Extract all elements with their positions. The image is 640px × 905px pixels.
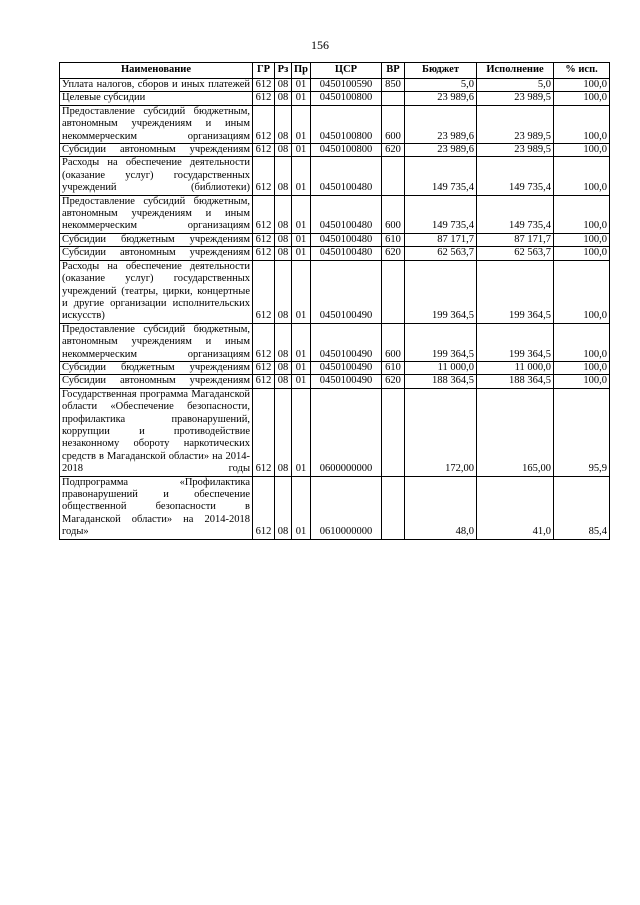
row-percent: 100,0 xyxy=(554,92,610,105)
column-header-name: Наименование xyxy=(60,63,253,79)
row-name: Субсидии бюджетным учреждениям xyxy=(60,361,253,374)
row-pr: 01 xyxy=(292,105,311,143)
row-execution: 23 989,5 xyxy=(477,144,554,157)
row-csr: 0450100480 xyxy=(311,195,382,233)
row-execution: 62 563,7 xyxy=(477,247,554,260)
row-budget: 149 735,4 xyxy=(405,195,477,233)
table-row xyxy=(60,79,610,92)
row-rz: 08 xyxy=(275,247,292,260)
row-percent: 100,0 xyxy=(554,105,610,143)
row-gr: 612 xyxy=(253,195,275,233)
row-budget: 87 171,7 xyxy=(405,233,477,246)
row-pr: 01 xyxy=(292,247,311,260)
row-vr: 620 xyxy=(382,247,405,260)
row-gr: 612 xyxy=(253,375,275,388)
row-rz: 08 xyxy=(275,260,292,323)
row-budget: 62 563,7 xyxy=(405,247,477,260)
row-execution: 11 000,0 xyxy=(477,361,554,374)
row-csr: 0450100490 xyxy=(311,323,382,361)
row-gr: 612 xyxy=(253,79,275,92)
row-percent: 100,0 xyxy=(554,157,610,195)
row-percent: 100,0 xyxy=(554,375,610,388)
row-csr: 0450100800 xyxy=(311,144,382,157)
row-csr: 0450100480 xyxy=(311,247,382,260)
table-row xyxy=(60,375,610,388)
row-csr: 0450100490 xyxy=(311,375,382,388)
row-budget: 5,0 xyxy=(405,79,477,92)
row-csr: 0450100480 xyxy=(311,157,382,195)
table-row xyxy=(60,92,610,105)
row-budget: 23 989,6 xyxy=(405,92,477,105)
row-execution: 165,00 xyxy=(477,388,554,476)
row-percent: 100,0 xyxy=(554,361,610,374)
column-header-percent: % исп. xyxy=(554,63,610,79)
row-percent: 95,9 xyxy=(554,388,610,476)
row-rz: 08 xyxy=(275,105,292,143)
row-budget: 11 000,0 xyxy=(405,361,477,374)
page-number: 156 xyxy=(311,38,329,52)
row-name: Целевые субсидии xyxy=(60,92,253,105)
row-rz: 08 xyxy=(275,233,292,246)
column-header-pr: Пр xyxy=(292,63,311,79)
row-percent: 85,4 xyxy=(554,476,610,539)
row-budget: 199 364,5 xyxy=(405,323,477,361)
row-rz: 08 xyxy=(275,79,292,92)
row-execution: 199 364,5 xyxy=(477,260,554,323)
row-percent: 100,0 xyxy=(554,195,610,233)
table-row xyxy=(60,157,610,195)
row-budget: 48,0 xyxy=(405,476,477,539)
row-vr: 610 xyxy=(382,361,405,374)
row-vr xyxy=(382,157,405,195)
row-gr: 612 xyxy=(253,105,275,143)
row-gr: 612 xyxy=(253,157,275,195)
row-name: Уплата налогов, сборов и иных платежей xyxy=(60,79,253,92)
table-row xyxy=(60,388,610,476)
row-percent: 100,0 xyxy=(554,260,610,323)
row-vr: 600 xyxy=(382,323,405,361)
row-rz: 08 xyxy=(275,195,292,233)
row-rz: 08 xyxy=(275,476,292,539)
column-header-budget: Бюджет xyxy=(405,63,477,79)
table-row xyxy=(60,361,610,374)
row-pr: 01 xyxy=(292,375,311,388)
row-name: Предоставление субсидий бюджетным, автономным учреждениям и иным некоммерческим организациям xyxy=(60,105,253,143)
row-vr: 610 xyxy=(382,233,405,246)
row-execution: 199 364,5 xyxy=(477,323,554,361)
row-pr: 01 xyxy=(292,476,311,539)
row-rz: 08 xyxy=(275,375,292,388)
row-pr: 01 xyxy=(292,361,311,374)
row-budget: 149 735,4 xyxy=(405,157,477,195)
row-csr: 0610000000 xyxy=(311,476,382,539)
row-gr: 612 xyxy=(253,476,275,539)
row-csr: 0450100800 xyxy=(311,92,382,105)
row-name: Субсидии автономным учреждениям xyxy=(60,247,253,260)
row-csr: 0450100800 xyxy=(311,105,382,143)
row-csr: 0450100480 xyxy=(311,233,382,246)
column-header-csr: ЦСР xyxy=(311,63,382,79)
row-rz: 08 xyxy=(275,388,292,476)
row-pr: 01 xyxy=(292,323,311,361)
row-name: Расходы на обеспечение деятельности (оказание услуг) государственных учреждений (театры, цирки, концертные и другие организации исполнительских искусств) xyxy=(60,260,253,323)
row-pr: 01 xyxy=(292,157,311,195)
table-header-row xyxy=(60,63,610,79)
row-gr: 612 xyxy=(253,361,275,374)
row-rz: 08 xyxy=(275,144,292,157)
row-percent: 100,0 xyxy=(554,233,610,246)
row-name: Государственная программа Магаданской области «Обеспечение безопасности, профилактика правонарушений, коррупции и противодействие незаконному обороту наркотических средств в Магаданской области» на 2014-2018 годы xyxy=(60,388,253,476)
row-csr: 0450100490 xyxy=(311,260,382,323)
row-execution: 87 171,7 xyxy=(477,233,554,246)
row-csr: 0450100490 xyxy=(311,361,382,374)
row-pr: 01 xyxy=(292,195,311,233)
row-execution: 41,0 xyxy=(477,476,554,539)
row-gr: 612 xyxy=(253,247,275,260)
row-gr: 612 xyxy=(253,144,275,157)
table-row xyxy=(60,323,610,361)
row-name: Предоставление субсидий бюджетным, автономным учреждениям и иным некоммерческим организациям xyxy=(60,195,253,233)
column-header-rz: Рз xyxy=(275,63,292,79)
row-execution: 149 735,4 xyxy=(477,195,554,233)
row-execution: 23 989,5 xyxy=(477,105,554,143)
row-gr: 612 xyxy=(253,323,275,361)
row-budget: 23 989,6 xyxy=(405,105,477,143)
row-execution: 149 735,4 xyxy=(477,157,554,195)
row-budget: 172,00 xyxy=(405,388,477,476)
row-rz: 08 xyxy=(275,361,292,374)
row-pr: 01 xyxy=(292,260,311,323)
row-rz: 08 xyxy=(275,323,292,361)
table-row xyxy=(60,260,610,323)
row-execution: 5,0 xyxy=(477,79,554,92)
table-row xyxy=(60,476,610,539)
row-budget: 199 364,5 xyxy=(405,260,477,323)
row-vr: 600 xyxy=(382,195,405,233)
row-rz: 08 xyxy=(275,157,292,195)
row-csr: 0600000000 xyxy=(311,388,382,476)
row-vr: 620 xyxy=(382,375,405,388)
row-budget: 188 364,5 xyxy=(405,375,477,388)
row-gr: 612 xyxy=(253,233,275,246)
table-row xyxy=(60,195,610,233)
row-pr: 01 xyxy=(292,233,311,246)
row-execution: 23 989,5 xyxy=(477,92,554,105)
row-vr xyxy=(382,388,405,476)
row-name: Расходы на обеспечение деятельности (оказание услуг) государственных учреждений (библиотеки) xyxy=(60,157,253,195)
row-name: Субсидии автономным учреждениям xyxy=(60,144,253,157)
column-header-vr: ВР xyxy=(382,63,405,79)
table-row xyxy=(60,105,610,143)
row-pr: 01 xyxy=(292,79,311,92)
row-name: Субсидии автономным учреждениям xyxy=(60,375,253,388)
row-csr: 0450100590 xyxy=(311,79,382,92)
table-row xyxy=(60,144,610,157)
column-header-execution: Исполнение xyxy=(477,63,554,79)
table-row xyxy=(60,233,610,246)
row-vr xyxy=(382,92,405,105)
row-percent: 100,0 xyxy=(554,323,610,361)
row-name: Предоставление субсидий бюджетным, автономным учреждениям и иным некоммерческим организациям xyxy=(60,323,253,361)
row-vr: 850 xyxy=(382,79,405,92)
row-budget: 23 989,6 xyxy=(405,144,477,157)
row-name: Субсидии бюджетным учреждениям xyxy=(60,233,253,246)
column-header-gr: ГР xyxy=(253,63,275,79)
row-vr: 600 xyxy=(382,105,405,143)
row-pr: 01 xyxy=(292,388,311,476)
row-execution: 188 364,5 xyxy=(477,375,554,388)
row-name: Подпрограмма «Профилактика правонарушений и обеспечение общественной безопасности в Магаданской области» на 2014-2018 годы» xyxy=(60,476,253,539)
row-gr: 612 xyxy=(253,92,275,105)
row-vr xyxy=(382,476,405,539)
budget-execution-table xyxy=(59,62,610,540)
row-vr xyxy=(382,260,405,323)
row-pr: 01 xyxy=(292,144,311,157)
row-pr: 01 xyxy=(292,92,311,105)
row-gr: 612 xyxy=(253,388,275,476)
row-vr: 620 xyxy=(382,144,405,157)
row-gr: 612 xyxy=(253,260,275,323)
row-percent: 100,0 xyxy=(554,144,610,157)
row-rz: 08 xyxy=(275,92,292,105)
row-percent: 100,0 xyxy=(554,79,610,92)
table-row xyxy=(60,247,610,260)
row-percent: 100,0 xyxy=(554,247,610,260)
